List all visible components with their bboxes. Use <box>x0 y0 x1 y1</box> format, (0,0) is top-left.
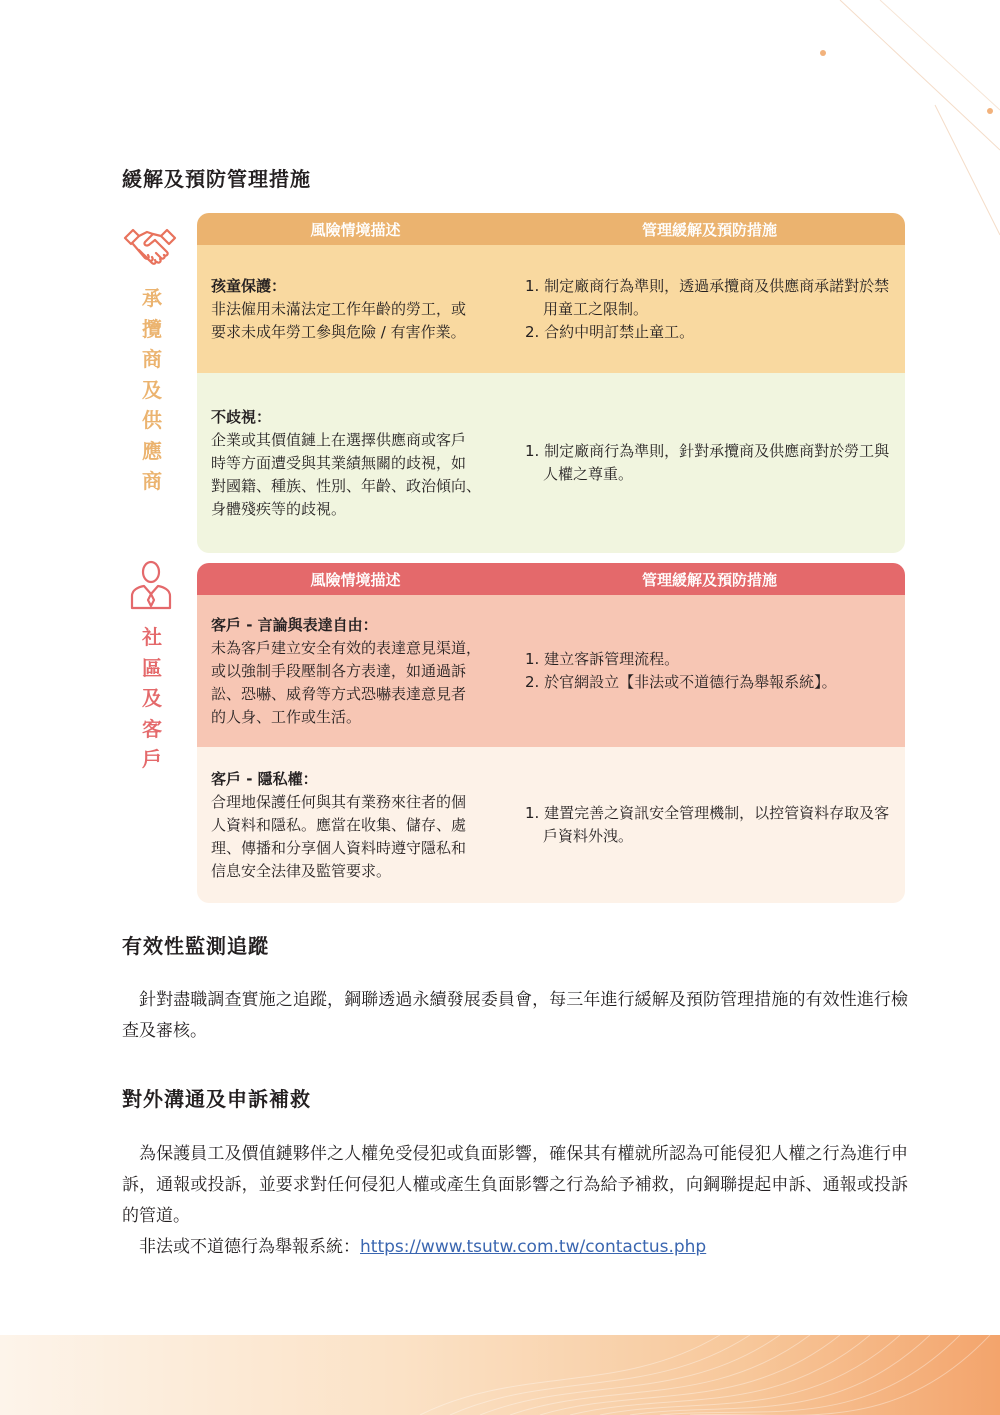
section-title-grievance: 對外溝通及申訴補救 <box>122 1087 311 1111</box>
risk-title: 客戶 - 言論與表達自由： <box>211 615 378 634</box>
risk-desc-line: 企業或其價值鏈上在選擇供應商或客戶 <box>211 430 467 449</box>
header-measures: 管理緩解及預防措施 <box>641 570 777 589</box>
risk-desc-line: 非法僱用未滿法定工作年齡的勞工，或 <box>211 299 467 318</box>
risk-desc-line: 的人身、工作或生活。 <box>211 707 362 726</box>
risk-description <box>197 406 511 521</box>
header-risk-scenario: 風險情境描述 <box>310 220 401 239</box>
table-header <box>197 213 905 245</box>
measure-item: 1. 制定廠商行為準則，透過承攬商及供應商承諾對於禁用童工之限制。 <box>525 276 890 318</box>
measure-list <box>511 440 905 486</box>
risk-table-contractors <box>197 213 905 553</box>
table-row <box>197 245 905 373</box>
table-row <box>197 373 905 553</box>
risk-title: 客戶 - 隱私權： <box>211 769 318 788</box>
risk-desc-line: 信息安全法律及監管要求。 <box>211 861 392 880</box>
report-system-line <box>122 1232 908 1263</box>
measure-item: 1. 建置完善之資訊安全管理機制，以控管資料存取及客戶資料外洩。 <box>525 804 890 845</box>
risk-desc-line: 理、傳播和分享個人資料時遵守隱私和 <box>211 838 467 857</box>
risk-title: 不歧視： <box>211 407 272 426</box>
measure-list <box>511 648 905 694</box>
measure-item: 2. 合約中明訂禁止童工。 <box>525 322 695 341</box>
handshake-icon <box>123 222 177 276</box>
measure-item: 1. 制定廠商行為準則，針對承攬商及供應商對於勞工與人權之尊重。 <box>525 442 890 483</box>
risk-desc-line: 人資料和隱私。應當在收集、儲存、處 <box>211 815 467 834</box>
risk-table-customers <box>197 563 905 903</box>
risk-title: 孩童保護： <box>211 276 287 295</box>
risk-desc-line: 未為客戶建立安全有效的表達意見渠道， <box>211 638 482 657</box>
table-header <box>197 563 905 595</box>
monitoring-paragraph: 針對盡職調查實施之追蹤，鋼聯透過永續發展委員會，每三年進行緩解及預防管理措施的有效性進行檢查及審核。 <box>122 990 908 1041</box>
risk-desc-line: 合理地保護任何與其有業務來往者的個 <box>211 792 467 811</box>
report-system-label: 非法或不道德行為舉報系統： <box>139 1237 360 1257</box>
risk-desc-line: 訟、恐嚇、威脅等方式恐嚇表達意見者 <box>211 684 467 703</box>
measure-list <box>511 275 905 344</box>
risk-description <box>197 275 511 344</box>
risk-description <box>197 614 511 729</box>
side-label-contractors-suppliers: 承 攬 商 及 供 應 商 <box>142 286 162 493</box>
table-row <box>197 595 905 747</box>
report-system-link[interactable]: https://www.tsutw.com.tw/contactus.php <box>360 1237 707 1257</box>
risk-desc-line: 身體殘疾等的歧視。 <box>211 499 347 518</box>
risk-description <box>197 768 511 883</box>
measure-list <box>511 802 905 848</box>
measure-item: 1. 建立客訴管理流程。 <box>525 650 680 668</box>
grievance-paragraph: 為保護員工及價值鏈夥伴之人權免受侵犯或負面影響，確保其有權就所認為可能侵犯人權之行為進行申訴，通報或投訴，並要求對任何侵犯人權或產生負面影響之行為給予補救，向鋼聯提起申訴、通報或投訴的管道。 <box>122 1144 908 1226</box>
risk-desc-line: 對國籍、種族、性別、年齡、政治傾向、 <box>211 476 482 495</box>
side-label-community-customers: 社 區 及 客 戶 <box>142 625 162 771</box>
header-measures: 管理緩解及預防措施 <box>641 220 777 239</box>
section-title-mitigation: 緩解及預防管理措施 <box>122 167 311 191</box>
measure-item: 2. 於官網設立【非法或不道德行為舉報系統】。 <box>525 673 837 691</box>
table-row <box>197 747 905 903</box>
risk-desc-line: 時等方面遭受與其業績無關的歧視，如 <box>211 453 467 472</box>
footer-band <box>0 1335 1000 1415</box>
risk-desc-line: 要求未成年勞工參與危險 / 有害作業。 <box>211 322 466 341</box>
risk-desc-line: 或以強制手段壓制各方表達，如通過訴 <box>211 661 467 680</box>
header-risk-scenario: 風險情境描述 <box>310 570 401 589</box>
section-title-monitoring: 有效性監測追蹤 <box>122 934 269 958</box>
person-icon <box>130 560 172 614</box>
